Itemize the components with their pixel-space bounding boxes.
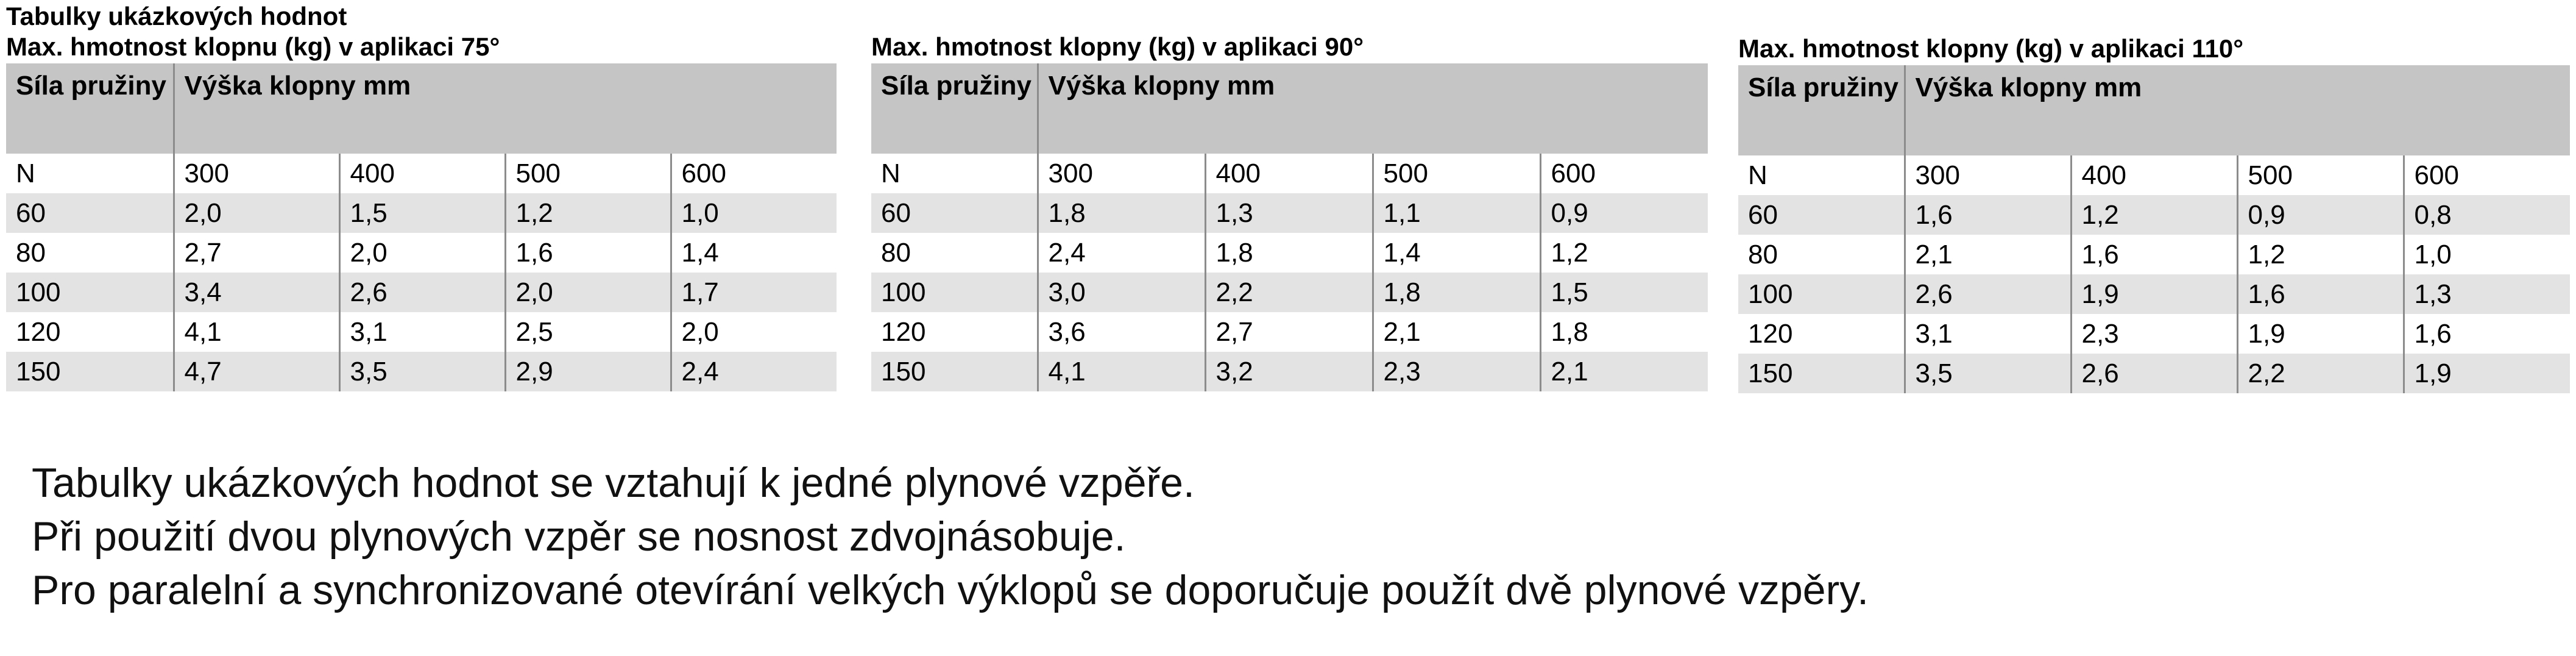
value-cell: 1,6: [2237, 274, 2404, 314]
document-title: Tabulky ukázkových hodnot: [6, 2, 347, 30]
table-row: [6, 193, 837, 233]
table-row: [1738, 314, 2570, 354]
spring-force-cell: 150: [871, 352, 1038, 391]
height-cell: 300: [174, 154, 339, 193]
notes-block: [32, 456, 1869, 617]
table-panel-75: [6, 32, 837, 391]
heights-row: [6, 154, 837, 193]
table-row: [6, 312, 837, 352]
height-cell: 500: [2237, 155, 2404, 195]
value-cell: 2,0: [174, 193, 339, 233]
value-cell: 1,6: [505, 233, 671, 273]
table-header-row: [6, 63, 837, 154]
value-cell: 2,4: [671, 352, 837, 391]
value-cell: 1,9: [2237, 314, 2404, 354]
value-cell: 0,9: [1540, 193, 1708, 233]
value-cell: 1,2: [1540, 233, 1708, 273]
height-cell: 600: [2404, 155, 2570, 195]
note-line: Při použití dvou plynových vzpěr se nosnost zdvojnásobuje.: [32, 513, 1126, 560]
spring-force-cell: 100: [6, 273, 174, 312]
spring-force-cell: 60: [1738, 195, 1905, 235]
values-table: [6, 63, 837, 391]
table-row: [1738, 235, 2570, 274]
spring-force-cell: 60: [6, 193, 174, 233]
spring-force-cell: 120: [871, 312, 1038, 352]
value-cell: 3,4: [174, 273, 339, 312]
value-cell: 1,2: [2071, 195, 2237, 235]
value-cell: 2,1: [1905, 235, 2071, 274]
value-cell: 1,8: [1540, 312, 1708, 352]
value-cell: 3,0: [1038, 273, 1205, 312]
table-row: [1738, 354, 2570, 393]
flap-height-header: Výška klopny mm: [1905, 65, 2570, 155]
spring-force-header: Síla pružiny: [1738, 65, 1905, 155]
spring-force-cell: 80: [871, 233, 1038, 273]
value-cell: 1,9: [2404, 354, 2570, 393]
table-row: [6, 233, 837, 273]
value-cell: 3,1: [339, 312, 505, 352]
value-cell: 2,0: [671, 312, 837, 352]
flap-height-header: Výška klopny mm: [1038, 63, 1708, 154]
value-cell: 1,4: [671, 233, 837, 273]
value-cell: 2,6: [2071, 354, 2237, 393]
table-panel-110: [1738, 34, 2570, 393]
value-cell: 2,6: [1905, 274, 2071, 314]
value-cell: 1,8: [1205, 233, 1373, 273]
value-cell: 2,4: [1038, 233, 1205, 273]
value-cell: 1,6: [2404, 314, 2570, 354]
value-cell: 1,1: [1373, 193, 1540, 233]
table-row: [871, 193, 1708, 233]
value-cell: 2,0: [505, 273, 671, 312]
height-cell: 400: [1205, 154, 1373, 193]
note-line: Pro paralelní a synchronizované otevírání velkých výklopů se doporučuje použít dvě plynové vzpěry.: [32, 567, 1869, 613]
value-cell: 1,6: [1905, 195, 2071, 235]
spring-force-cell: 60: [871, 193, 1038, 233]
value-cell: 4,1: [174, 312, 339, 352]
value-cell: 2,1: [1373, 312, 1540, 352]
table-header-row: [1738, 65, 2570, 155]
spring-force-cell: 120: [6, 312, 174, 352]
height-cell: 300: [1038, 154, 1205, 193]
height-cell: 600: [1540, 154, 1708, 193]
height-cell: 500: [505, 154, 671, 193]
value-cell: 3,1: [1905, 314, 2071, 354]
value-cell: 1,8: [1038, 193, 1205, 233]
table-panel-90: [871, 32, 1708, 391]
height-cell: 600: [671, 154, 837, 193]
unit-cell: N: [871, 154, 1038, 193]
unit-cell: N: [1738, 155, 1905, 195]
value-cell: 1,9: [2071, 274, 2237, 314]
table-row: [871, 273, 1708, 312]
spring-force-cell: 120: [1738, 314, 1905, 354]
value-cell: 2,1: [1540, 352, 1708, 391]
value-cell: 0,9: [2237, 195, 2404, 235]
table-title: Max. hmotnost klopny (kg) v aplikaci 110°: [1738, 34, 2244, 63]
spring-force-header: Síla pružiny: [6, 63, 174, 154]
value-cell: 2,3: [1373, 352, 1540, 391]
value-cell: 2,7: [1205, 312, 1373, 352]
value-cell: 2,5: [505, 312, 671, 352]
table-row: [871, 352, 1708, 391]
height-cell: 400: [339, 154, 505, 193]
heights-row: [1738, 155, 2570, 195]
value-cell: 2,2: [1205, 273, 1373, 312]
table-title: Max. hmotnost klopny (kg) v aplikaci 90°: [871, 32, 1364, 61]
value-cell: 2,7: [174, 233, 339, 273]
table-row: [871, 312, 1708, 352]
value-cell: 1,3: [2404, 274, 2570, 314]
table-row: [871, 233, 1708, 273]
value-cell: 3,5: [1905, 354, 2071, 393]
values-table: [1738, 65, 2570, 393]
table-row: [1738, 274, 2570, 314]
spring-force-cell: 80: [1738, 235, 1905, 274]
value-cell: 2,6: [339, 273, 505, 312]
value-cell: 1,2: [505, 193, 671, 233]
table-title: Max. hmotnost klopnu (kg) v aplikaci 75°: [6, 32, 500, 61]
value-cell: 2,3: [2071, 314, 2237, 354]
value-cell: 1,6: [2071, 235, 2237, 274]
value-cell: 1,8: [1373, 273, 1540, 312]
value-cell: 2,0: [339, 233, 505, 273]
value-cell: 2,2: [2237, 354, 2404, 393]
spring-force-cell: 100: [1738, 274, 1905, 314]
height-cell: 300: [1905, 155, 2071, 195]
value-cell: 1,5: [339, 193, 505, 233]
value-cell: 1,3: [1205, 193, 1373, 233]
spring-force-cell: 150: [1738, 354, 1905, 393]
table-row: [6, 273, 837, 312]
table-row: [6, 352, 837, 391]
value-cell: 3,5: [339, 352, 505, 391]
value-cell: 1,4: [1373, 233, 1540, 273]
values-table: [871, 63, 1708, 391]
spring-force-cell: 80: [6, 233, 174, 273]
value-cell: 1,0: [671, 193, 837, 233]
value-cell: 0,8: [2404, 195, 2570, 235]
note-line: Tabulky ukázkových hodnot se vztahují k jedné plynové vzpěře.: [32, 460, 1195, 506]
height-cell: 400: [2071, 155, 2237, 195]
spring-force-cell: 150: [6, 352, 174, 391]
value-cell: 1,7: [671, 273, 837, 312]
height-cell: 500: [1373, 154, 1540, 193]
value-cell: 2,9: [505, 352, 671, 391]
value-cell: 4,1: [1038, 352, 1205, 391]
value-cell: 1,0: [2404, 235, 2570, 274]
heights-row: [871, 154, 1708, 193]
spring-force-header: Síla pružiny: [871, 63, 1038, 154]
unit-cell: N: [6, 154, 174, 193]
table-header-row: [871, 63, 1708, 154]
value-cell: 3,2: [1205, 352, 1373, 391]
value-cell: 4,7: [174, 352, 339, 391]
spring-force-cell: 100: [871, 273, 1038, 312]
flap-height-header: Výška klopny mm: [174, 63, 837, 154]
table-row: [1738, 195, 2570, 235]
value-cell: 1,2: [2237, 235, 2404, 274]
value-cell: 1,5: [1540, 273, 1708, 312]
value-cell: 3,6: [1038, 312, 1205, 352]
